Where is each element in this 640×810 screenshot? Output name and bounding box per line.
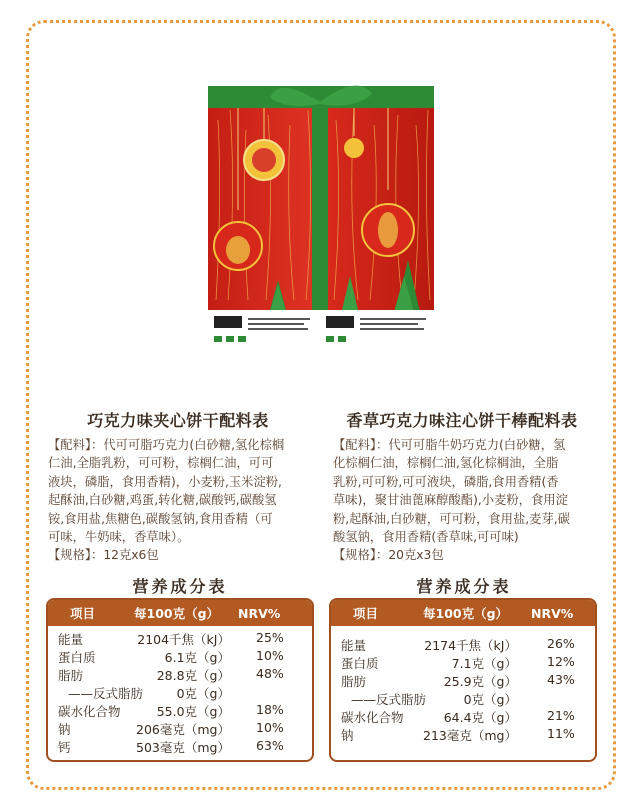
- nutrient-value: 2104千焦（kJ）: [137, 632, 230, 647]
- header-nrv: NRV%: [238, 605, 281, 621]
- right-ingredient-line: 草味)，聚甘油蓖麻醇酸酯),小麦粉，食用淀: [333, 493, 568, 508]
- right-ingredients-title: 香草巧克力味注心饼干棒配料表: [346, 411, 578, 430]
- nutrient-value: 25.9克（g）: [443, 674, 517, 689]
- nutrient-nrv: 10%: [256, 648, 284, 663]
- table-header-row: [331, 600, 595, 626]
- left-ingredient-line: 液块，磷脂，食用香精)，小麦粉,玉米淀粉,: [48, 474, 282, 489]
- nutrient-nrv: 11%: [547, 726, 575, 741]
- nutrient-nrv: 10%: [256, 720, 284, 735]
- nutrient-value: 206毫克（mg）: [136, 722, 230, 737]
- table-row: [48, 630, 312, 648]
- right-ingredient-line: 乳粉,可可粉,可可液块，磷脂,食用香精(香: [333, 474, 559, 489]
- header-per100g: 每100克（g）: [423, 606, 509, 621]
- left-ingredient-line: 可味，牛奶味，香草味）。: [48, 530, 190, 545]
- nutrient-name: 碳水化合物: [341, 710, 404, 725]
- table-header-row: [48, 600, 312, 626]
- table-row: [48, 648, 312, 666]
- table-row: [331, 726, 595, 744]
- left-nutrition-title: 营养成分表: [132, 577, 228, 596]
- left-ingredient-line: 铵,食用盐,焦糖色,碳酸氢钠,食用香精（可: [48, 511, 273, 526]
- nutrient-name: 碳水化合物: [58, 704, 121, 719]
- nutrient-name: ——反式脂肪: [351, 692, 427, 707]
- nutrient-value: 0克（g）: [463, 692, 517, 707]
- right-nutrition-title: 营养成分表: [416, 577, 512, 596]
- header-nrv: NRV%: [531, 605, 574, 621]
- header-item: 项目: [70, 606, 96, 621]
- nutrient-name: 能量: [58, 632, 84, 647]
- right-ingredient-line: 【配料】：代可可脂牛奶巧克力(白砂糖，氢: [333, 438, 566, 452]
- nutrient-name: 钠: [341, 728, 354, 743]
- nutrient-name: 蛋白质: [341, 656, 379, 671]
- nutrient-nrv: 63%: [256, 738, 284, 753]
- nutrient-name: ——反式脂肪: [68, 686, 144, 701]
- table-row: [331, 654, 595, 672]
- left-ingredients-text: [48, 436, 314, 565]
- table-row: [331, 708, 595, 726]
- left-ingredient-line: 起酥油,白砂糖,鸡蛋,转化糖,碳酸钙,碳酸氢: [48, 493, 277, 508]
- table-row: [331, 672, 595, 690]
- nutrient-name: 脂肪: [58, 668, 84, 683]
- left-spec-line: 【规格】：12克x6包: [48, 548, 159, 563]
- nutrient-value: 55.0克（g）: [156, 704, 230, 719]
- nutrient-nrv: 21%: [547, 708, 575, 723]
- table-row: [331, 636, 595, 654]
- product-gift-box-image: [208, 80, 434, 348]
- nutrient-name: 能量: [341, 638, 367, 653]
- right-ingredients-text: [333, 436, 597, 565]
- nutrient-value: 7.1克（g）: [451, 656, 517, 671]
- nutrient-nrv: 43%: [547, 672, 575, 687]
- right-spec-line: 【规格】：20克x3包: [333, 548, 444, 563]
- table-row: [331, 690, 595, 708]
- nutrient-name: 钙: [58, 740, 71, 755]
- table-row: [48, 684, 312, 702]
- nutrient-nrv: 48%: [256, 666, 284, 681]
- nutrient-name: 脂肪: [341, 674, 367, 689]
- nutrient-value: 64.4克（g）: [443, 710, 517, 725]
- nutrient-value: 6.1克（g）: [164, 650, 230, 665]
- right-nutrition-table: [329, 598, 597, 762]
- nutrient-value: 28.8克（g）: [156, 668, 230, 683]
- table-row: [48, 702, 312, 720]
- left-ingredient-line: 仁油,全脂乳粉，可可粉，棕榈仁油，可可: [48, 456, 274, 471]
- table-row: [48, 738, 312, 756]
- nutrient-nrv: 26%: [547, 636, 575, 651]
- nutrient-nrv: 12%: [547, 654, 575, 669]
- right-ingredient-line: 化棕榈仁油，棕榈仁油,氢化棕榈油，全脂: [333, 456, 559, 471]
- left-ingredients-title: 巧克力味夹心饼干配料表: [87, 411, 269, 430]
- header-per100g: 每100克（g）: [134, 606, 220, 621]
- header-item: 项目: [353, 606, 379, 621]
- nutrient-name: 蛋白质: [58, 650, 96, 665]
- table-row: [48, 720, 312, 738]
- right-ingredient-line: 粉,起酥油,白砂糖，可可粉，食用盐,麦芽,碳: [333, 511, 570, 526]
- nutrient-value: 0克（g）: [176, 686, 230, 701]
- nutrient-nrv: 18%: [256, 702, 284, 717]
- left-ingredient-line: 【配料】：代可可脂巧克力(白砂糖,氢化棕榈: [48, 438, 285, 452]
- left-nutrition-table: [46, 598, 314, 762]
- nutrient-name: 钠: [58, 722, 71, 737]
- table-row: [48, 666, 312, 684]
- nutrient-value: 503毫克（mg）: [136, 740, 230, 755]
- nutrient-value: 2174千焦（kJ）: [424, 638, 517, 653]
- nutrient-value: 213毫克（mg）: [423, 728, 517, 743]
- nutrient-nrv: 25%: [256, 630, 284, 645]
- right-ingredient-line: 酸氢钠，食用香精(香草味,可可味): [333, 530, 519, 545]
